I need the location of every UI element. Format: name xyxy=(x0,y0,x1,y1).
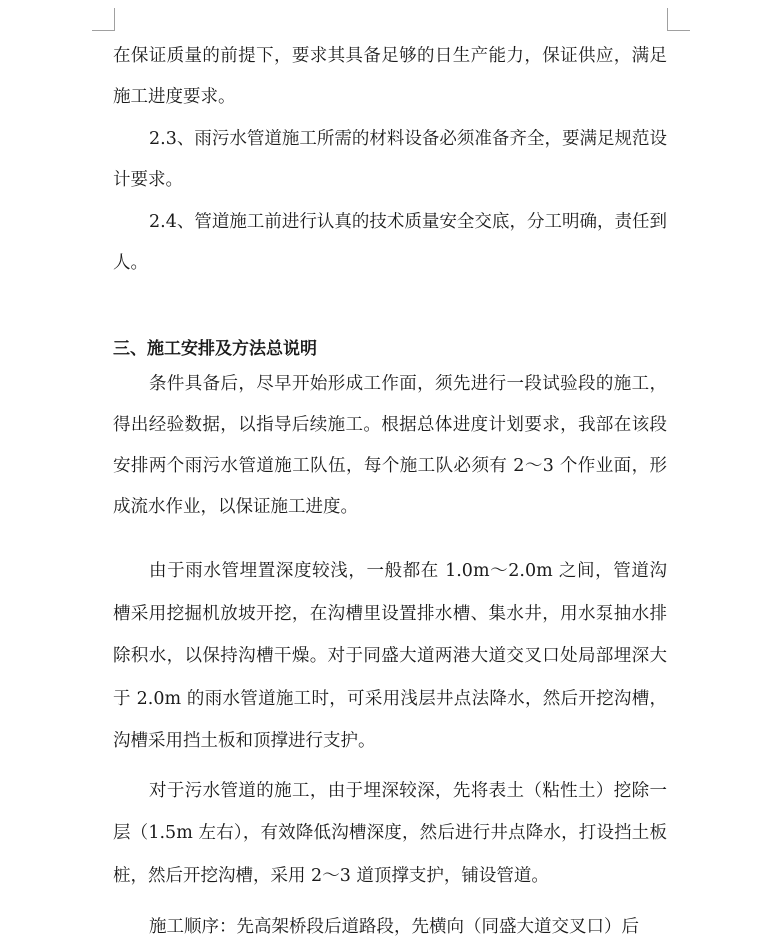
list-item-2-3: 2.3、雨污水管道施工所需的材料设备必须准备齐全，要满足规范设计要求。 xyxy=(113,129,667,190)
document-body xyxy=(113,36,667,948)
paragraph-2: 由于雨水管埋置深度较浅，一般都在 1.0m～2.0m 之间，管道沟槽采用挖掘机放坡开挖，在沟槽里设置排水槽、集水井，用水泵抽水排除积水，以保持沟槽干燥。对于同盛大道两港大道交叉口处局部埋深大于 2.0m 的雨水管道施工时，可采用浅层井点法降水，然后开挖沟槽，沟槽采用挡土板和顶撑进行支护。 xyxy=(113,561,667,751)
paragraph-3: 对于污水管道的施工，由于埋深较深，先将表土（粘性土）挖除一层（1.5m 左右），有效降低沟槽深度，然后进行井点降水，打设挡土板桩，然后开挖沟槽，采用 2～3 道顶撑支护，铺设管道。 xyxy=(113,780,667,886)
margin-corner-mark-left xyxy=(92,8,115,31)
paragraph-4: 施工顺序：先高架桥段后道路段，先横向（同盛大道交叉口）后 xyxy=(149,917,639,937)
list-item-2-4: 2.4、管道施工前进行认真的技术质量安全交底，分工明确，责任到人。 xyxy=(113,212,667,273)
section-heading: 三、施工安排及方法总说明 xyxy=(113,339,317,359)
paragraph-1: 条件具备后，尽早开始形成工作面，须先进行一段试验段的施工，得出经验数据，以指导后续施工。根据总体进度计划要求，我部在该段安排两个雨污水管道施工队伍，每个施工队必须有 2～3 个作业面，形成流水作业，以保证施工进度。 xyxy=(113,374,667,517)
margin-corner-mark-right xyxy=(667,8,690,31)
paragraph-continued: 在保证质量的前提下，要求其具备足够的日生产能力，保证供应，满足施工进度要求。 xyxy=(113,46,667,107)
